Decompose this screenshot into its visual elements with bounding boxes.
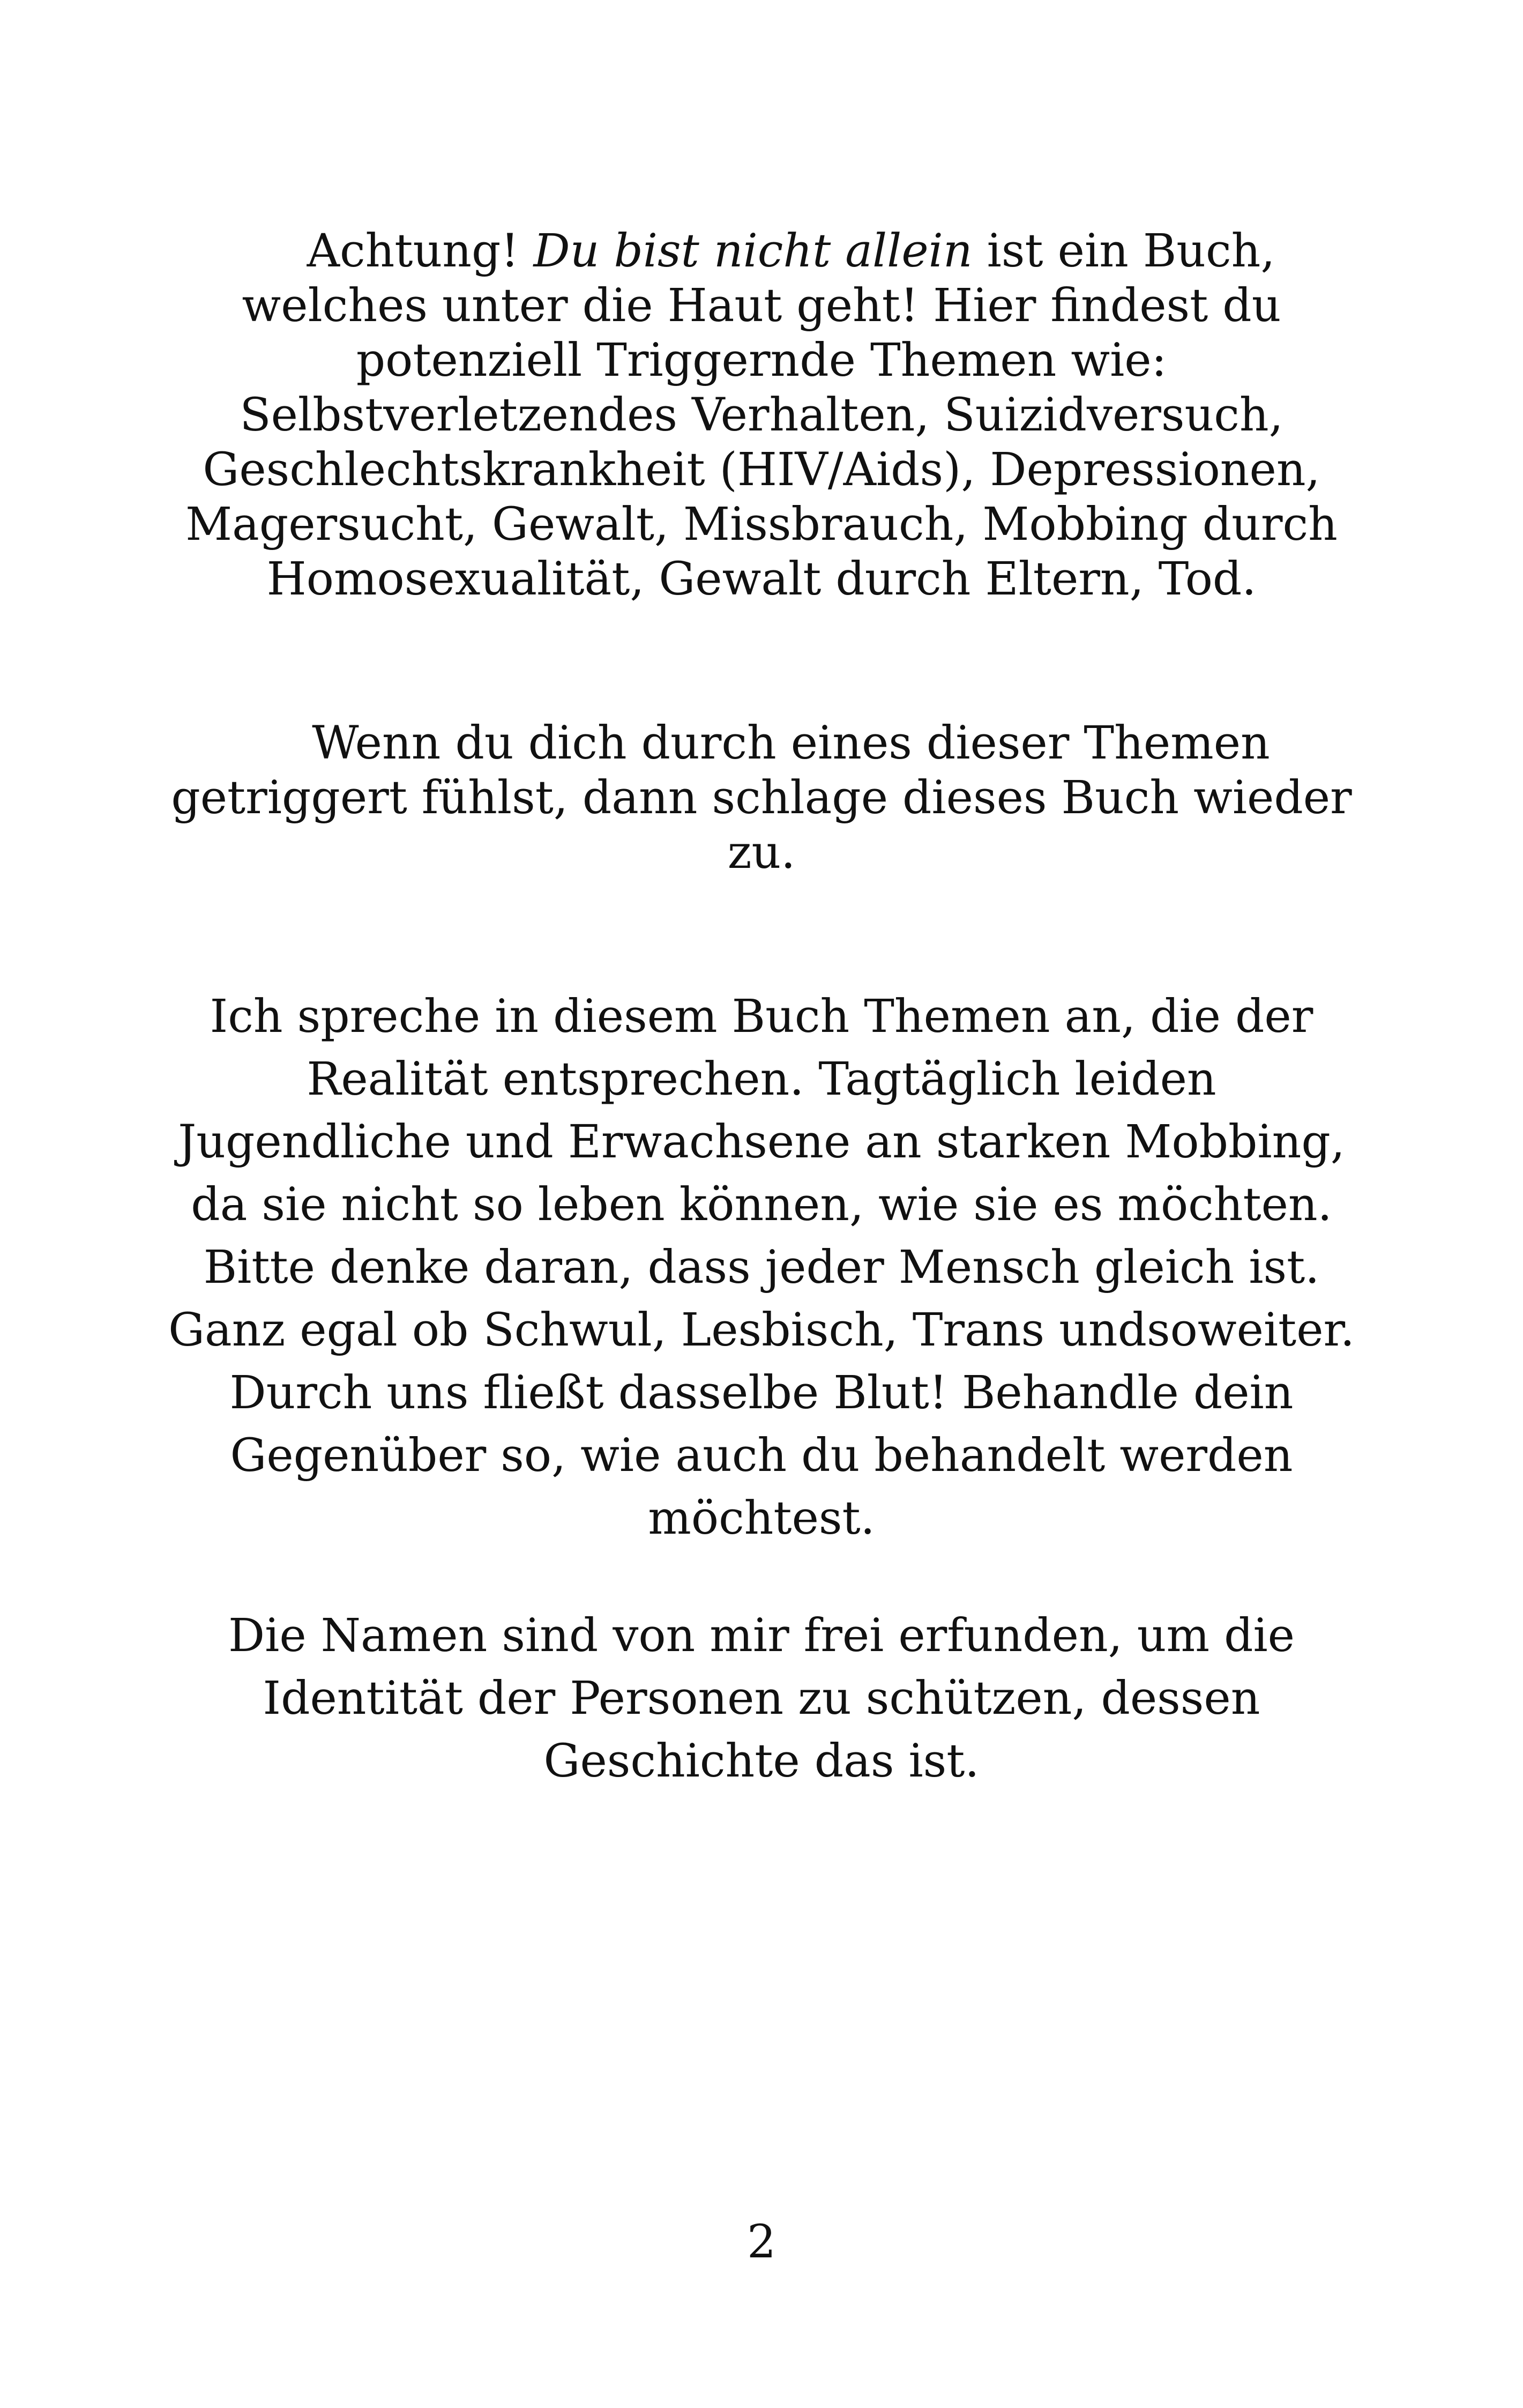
warning-line — [0, 220, 1523, 283]
message-line: Jugendliche und Erwachsene an starken Mobbing, — [178, 1116, 1345, 1169]
warning-line: Magersucht, Gewalt, Missbrauch, Mobbing durch — [185, 498, 1338, 551]
trigger-note-line: getriggert fühlst, dann schlage dieses Buch wieder — [171, 771, 1352, 824]
book-title: Du bist nicht allein — [533, 225, 973, 278]
message-line: möchtest. — [648, 1492, 875, 1545]
trigger-note-line: zu. — [727, 826, 796, 879]
message-line: Ganz egal ob Schwul, Lesbisch, Trans undsoweiter. — [168, 1304, 1355, 1357]
message-line: da sie nicht so leben können, wie sie es möchten. — [191, 1178, 1332, 1231]
names-note-line: Geschichte das ist. — [543, 1735, 980, 1788]
warning-line: potenziell Triggernde Themen wie: — [356, 334, 1167, 387]
message-line: Ich spreche in diesem Buch Themen an, die der — [210, 990, 1313, 1043]
warning-text: Achtung! — [307, 225, 534, 278]
message-line: Realität entsprechen. Tagtäglich leiden — [307, 1053, 1216, 1106]
message-line: Gegenüber so, wie auch du behandelt werden — [230, 1429, 1293, 1482]
warning-line: welches unter die Haut geht! Hier findest du — [242, 279, 1281, 332]
message-line: Bitte denke daran, dass jeder Mensch gleich ist. — [203, 1241, 1320, 1294]
page-number: 2 — [746, 2216, 777, 2269]
trigger-note-line: Wenn du dich durch eines dieser Themen — [312, 717, 1270, 770]
message-line: Durch uns fließt dasselbe Blut! Behandle dein — [229, 1366, 1294, 1419]
warning-line: Geschlechtskrankheit (HIV/Aids), Depressionen, — [203, 443, 1320, 496]
warning-text: ist ein Buch, — [972, 225, 1275, 278]
warning-line: Homosexualität, Gewalt durch Eltern, Tod. — [266, 553, 1257, 606]
names-note-line: Identität der Personen zu schützen, dessen — [263, 1672, 1260, 1725]
warning-line: Selbstverletzendes Verhalten, Suizidversuch, — [240, 389, 1283, 442]
names-note-line: Die Namen sind von mir frei erfunden, um die — [228, 1609, 1295, 1662]
